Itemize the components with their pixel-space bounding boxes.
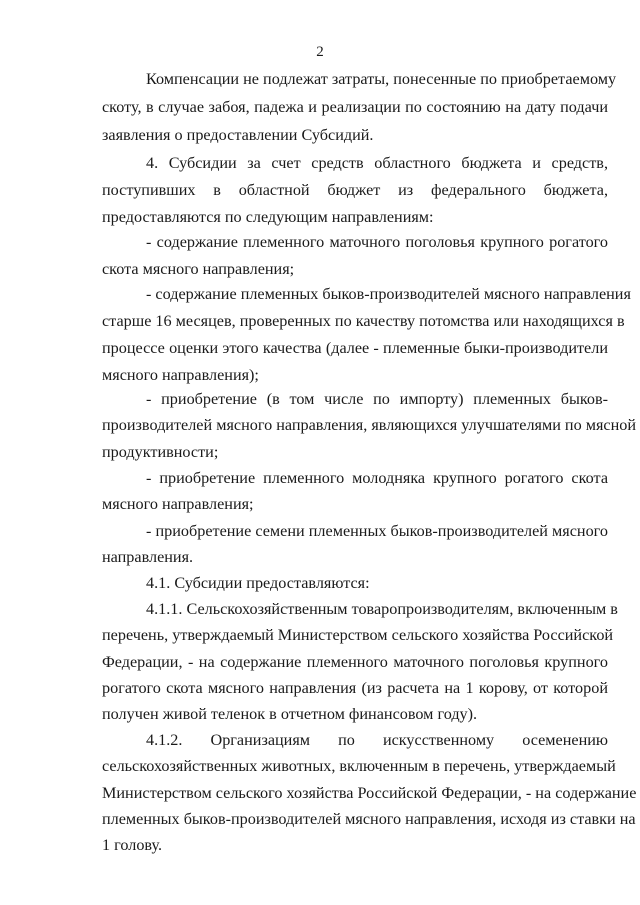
text-line: предоставляются по следующим направлениям: [102,208,434,226]
text-line: - содержание племенных быков-производителей мясного направления [146,285,631,303]
text-line: заявления о предоставлении Субсидий. [102,126,374,144]
text-line: старше 16 месяцев, проверенных по качеству потомства или находящихся в [102,312,625,330]
text-line: мясного направления; [102,495,254,513]
text-line: рогатого скота мясного направления (из расчета на 1 корову, от которой [102,679,608,697]
text-line: - содержание племенного маточного поголовья крупного рогатого [146,233,608,251]
text-line: процессе оценки этого качества (далее - племенные быки-производители [102,339,608,357]
text-line: 1 голову. [102,836,163,854]
text-line: 4.1.1. Сельскохозяйственным товаропроизводителям, включенным в [146,600,618,618]
text-line: продуктивности; [102,443,219,461]
text-line: мясного направления); [102,366,259,384]
text-line: скота мясного направления; [102,260,295,278]
text-line: племенных быков-производителей мясного направления, исходя из ставки на [102,810,636,828]
text-line: Министерством сельского хозяйства Российской Федерации, - на содержание [102,784,637,802]
text-line: 4.1.2. Организациям по искусственному осеменению [146,731,608,749]
text-line: направления. [102,548,194,566]
text-line: 4.1. Субсидии предоставляются: [146,574,370,592]
text-line: 4. Субсидии за счет средств областного бюджета и средств, [146,154,608,172]
text-line: скоту, в случае забоя, падежа и реализации по состоянию на дату подачи [102,98,608,116]
text-line: перечень, утверждаемый Министерством сельского хозяйства Российской [102,626,614,644]
text-line: сельскохозяйственных животных, включенным в перечень, утверждаемый [102,757,616,775]
text-line: поступивших в областной бюджет из федерального бюджета, [102,181,608,199]
page-number: 2 [316,44,324,60]
text-line: Компенсации не подлежат затраты, понесенные по приобретаемому [146,70,617,88]
text-line: - приобретение племенного молодняка крупного рогатого скота [146,469,608,487]
text-line: - приобретение семени племенных быков-производителей мясного [146,522,608,540]
text-line: производителей мясного направления, являющихся улучшателями по мясной [102,416,637,434]
text-line: Федерации, - на содержание племенного маточного поголовья крупного [102,653,608,671]
text-line: получен живой теленок в отчетном финансовом году). [102,705,478,723]
text-line: - приобретение (в том числе по импорту) племенных быков- [146,390,608,408]
